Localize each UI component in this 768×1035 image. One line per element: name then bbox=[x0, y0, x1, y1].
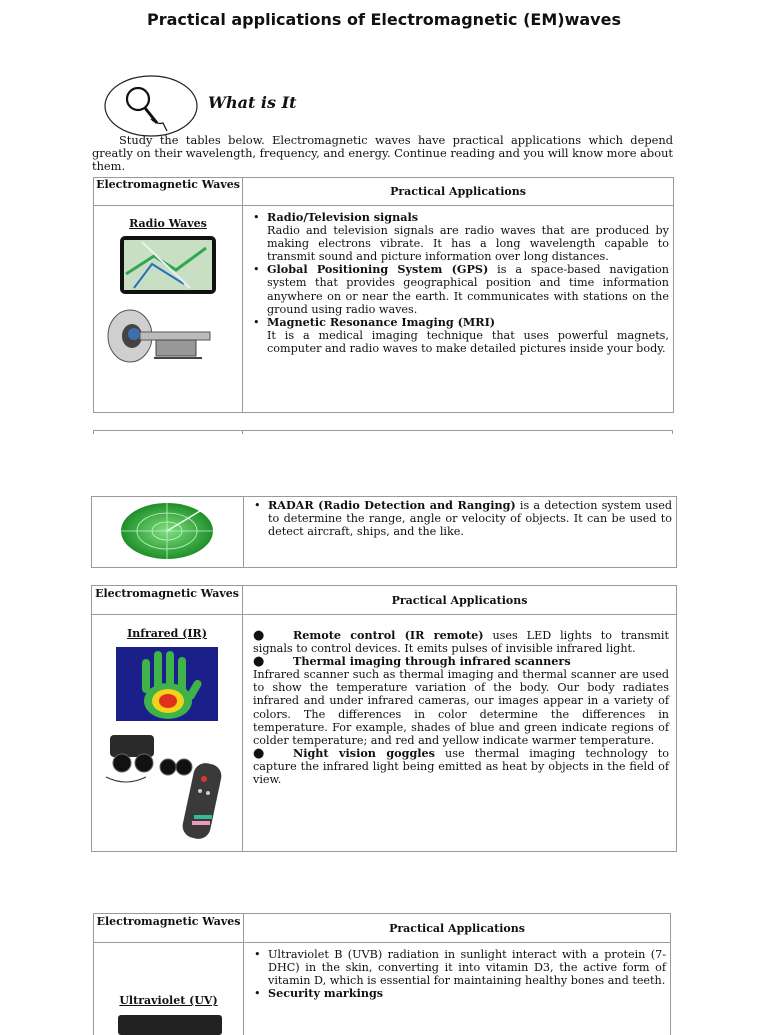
infrared-table bbox=[91, 585, 677, 852]
radar-table bbox=[91, 496, 677, 568]
infrared-applications: ● Remote control (IR remote) uses LED lights to transmit signals to control devices. It emits pulses of invisible infrared light. ● Thermal imaging through infrared scanners Infrared scanner such as thermal imaging and thermal scanner are used to show the temperature variation of the body. Our body radiates infrared and under infrared cameras, our images appear in a variety of colors. The differences in color determine the differences in temperature. For example, shades of blue and green indicate regions of colder temperature; and red and yellow indicate warmer temperature. ● Night vision goggles use thermal imaging technology to capture the infrared light being emitted as heat by objects in the field of view. bbox=[253, 628, 669, 787]
list-item: • Global Positioning System (GPS) is a space-based navigation system that provides geographical position and time information anywhere on or near the earth. It communicates with stations on the ground using radio waves. bbox=[253, 262, 669, 316]
list-item: ● Remote control (IR remote) uses LED lights to transmit signals to control devices. It emits pulses of invisible infrared light. bbox=[253, 628, 669, 656]
gps-device-icon bbox=[94, 234, 243, 300]
column-header-waves: Electromagnetic Waves bbox=[96, 915, 241, 928]
thermal-hand-icon bbox=[92, 645, 243, 723]
page-title: Practical applications of Electromagnetic (EM)waves bbox=[147, 10, 621, 29]
column-header-applications: Practical Applications bbox=[390, 185, 526, 198]
night-vision-remote-icon bbox=[92, 725, 243, 843]
intro-paragraph: Study the tables below. Electromagnetic waves have practical applications which depend greatly on their wavelength, frequency, and energy. Continue reading and you will know more about them. bbox=[92, 133, 673, 174]
list-item: • Radio/Television signals bbox=[253, 210, 419, 224]
list-item: • Magnetic Resonance Imaging (MRI) bbox=[253, 314, 496, 329]
ultraviolet-applications bbox=[244, 943, 670, 1000]
wave-name-radio: Radio Waves bbox=[129, 217, 207, 230]
table-fragment bbox=[93, 430, 673, 434]
column-header-applications: Practical Applications bbox=[391, 593, 528, 607]
list-item: • Ultraviolet B (UVB) radiation in sunlight interact with a protein (7-DHC) in the skin, converting it into vitamin D3, the active form of vitamin D, which is essential for maintaining healthy bones and teeth. bbox=[254, 948, 666, 988]
radio-applications: • Radio/Television signals Radio and television signals are radio waves that are produced by making electrons vibrate. It has a long wavelength capable to transmit sound and picture information over long distances. • Global Positioning System (GPS) is a space-based navigation system that provides geographical position and time information anywhere on or near the earth. It communicates with stations on the ground using radio waves. • Magnetic Resonance Imaging (MRI) It is a medical imaging technique that uses powerful magnets, computer and radio waves to make detailed pictures inside your body. bbox=[253, 210, 669, 355]
wave-name-ultraviolet: Ultraviolet (UV) bbox=[119, 994, 218, 1007]
column-header-waves: Electromagnetic Waves bbox=[95, 587, 239, 600]
list-item: ● Thermal imaging through infrared scanners bbox=[253, 654, 571, 670]
magnifying-glass-icon bbox=[103, 75, 199, 137]
wave-name-infrared: Infrared (IR) bbox=[127, 627, 207, 640]
list-item: ● Night vision goggles use thermal imaging technology to capture the infrared light being emitted as heat by objects in the field of view. bbox=[253, 745, 669, 787]
column-header-applications: Practical Applications bbox=[389, 921, 525, 935]
mri-scanner-icon bbox=[94, 306, 243, 372]
list-item: • RADAR (Radio Detection and Ranging) is a detection system used to determine the range, angle or velocity of objects. It can be used to detect aircraft, ships, and the like. bbox=[254, 498, 672, 539]
ultraviolet-table bbox=[93, 913, 671, 1035]
radar-applications bbox=[244, 497, 676, 538]
column-header-waves: Electromagnetic Waves bbox=[96, 178, 240, 191]
radar-screen-icon bbox=[92, 497, 244, 563]
list-item: • Security markings bbox=[254, 986, 384, 1001]
section-title: What is It bbox=[208, 93, 297, 112]
radio-waves-table bbox=[93, 177, 674, 413]
uv-lamp-icon bbox=[118, 1015, 222, 1035]
